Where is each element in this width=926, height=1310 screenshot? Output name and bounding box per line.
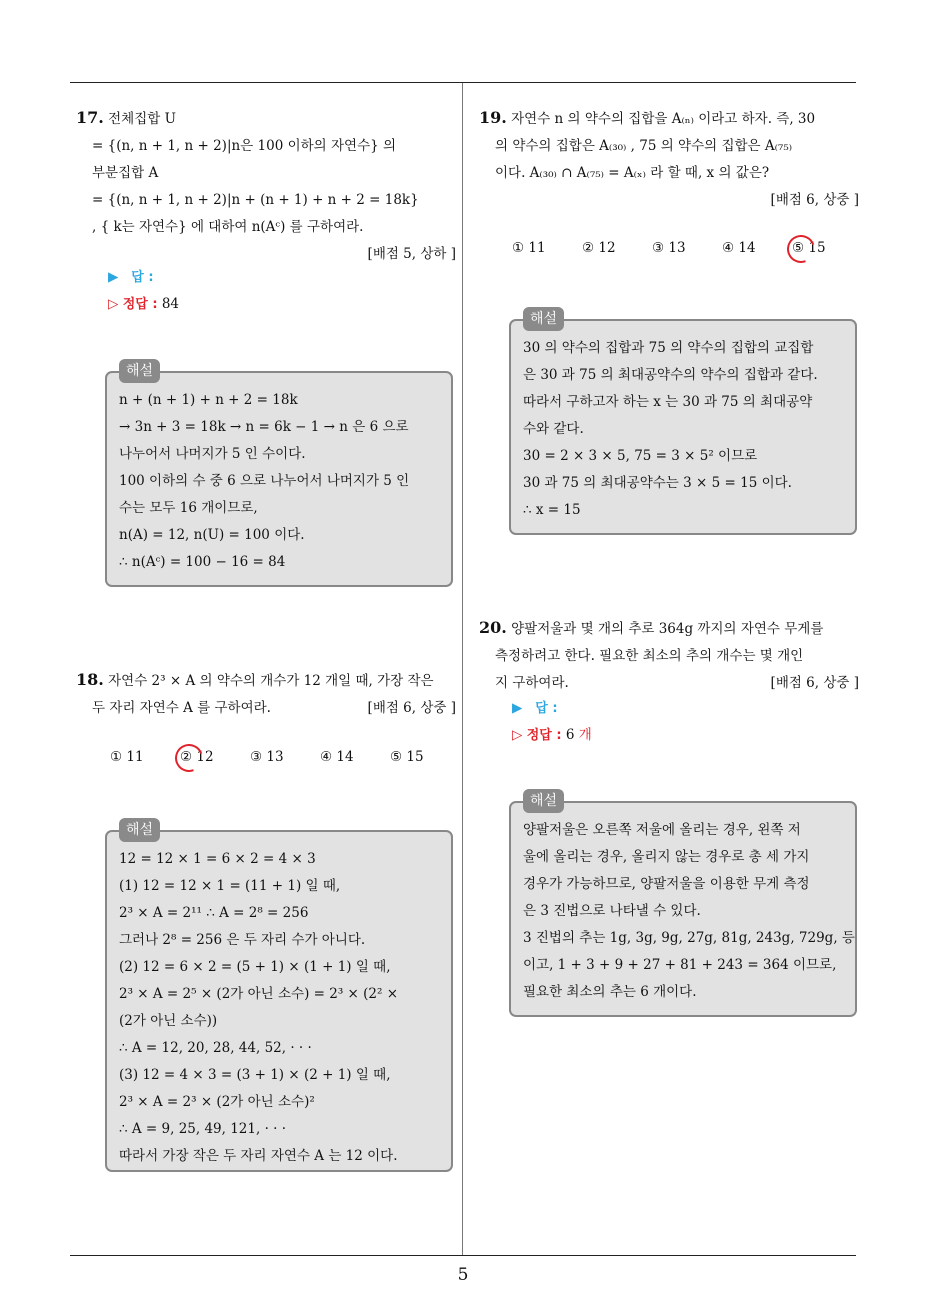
solution-tab: 해설 bbox=[119, 818, 160, 842]
score-meta: [배점 5, 상하 ] bbox=[367, 246, 456, 262]
answer-area-17 bbox=[108, 264, 179, 318]
solution-line: 따라서 가장 작은 두 자리 자연수 A 는 12 이다. bbox=[119, 1148, 398, 1164]
correct-answer-value: 6 bbox=[565, 727, 575, 743]
solution-tab: 해설 bbox=[523, 789, 564, 813]
play-icon: ▶ bbox=[512, 700, 523, 716]
choice-3[interactable]: ③ 13 bbox=[250, 749, 284, 765]
bottom-rule bbox=[70, 1255, 856, 1256]
solution-line: 양팔저울은 오른쪽 저울에 올리는 경우, 왼쪽 저 bbox=[523, 822, 801, 838]
question-line: 지 구하여라. bbox=[495, 675, 569, 691]
choice-3[interactable]: ③ 13 bbox=[652, 240, 686, 256]
question-line: = {(n, n + 1, n + 2)|n은 100 이하의 자연수} 의 bbox=[92, 138, 397, 154]
play-icon: ▶ bbox=[108, 269, 119, 285]
solution-tab: 해설 bbox=[119, 359, 160, 383]
choice-5[interactable] bbox=[792, 240, 862, 256]
solution-line: 2³ × A = 2³ × (2가 아닌 소수)² bbox=[119, 1094, 315, 1110]
choice-label: ⑤ 15 bbox=[792, 240, 826, 256]
triangle-outline-icon: ▷ bbox=[108, 296, 119, 312]
problem-number: 19. bbox=[479, 108, 507, 127]
question-line: , { k는 자연수} 에 대하여 n(Aᶜ) 를 구하여라. bbox=[92, 219, 364, 235]
solution-line: 이고, 1 + 3 + 9 + 27 + 81 + 243 = 364 이므로, bbox=[523, 957, 837, 973]
problem-20 bbox=[479, 614, 859, 697]
top-rule bbox=[70, 82, 856, 83]
question-line: 부분집합 A bbox=[92, 165, 159, 181]
problem-17 bbox=[76, 104, 456, 268]
problem-number: 20. bbox=[479, 618, 507, 637]
correct-answer-unit: 개 bbox=[578, 727, 592, 743]
choice-1[interactable]: ① 11 bbox=[110, 749, 144, 765]
solution-line: 30 의 약수의 집합과 75 의 약수의 집합의 교집합 bbox=[523, 340, 814, 356]
solution-line: 12 = 12 × 1 = 6 × 2 = 4 × 3 bbox=[119, 851, 316, 867]
solution-line: 30 과 75 의 최대공약수는 3 × 5 = 15 이다. bbox=[523, 475, 792, 491]
correct-answer-value: 84 bbox=[161, 296, 180, 312]
page-number: 5 bbox=[457, 1265, 469, 1285]
solution-line: (2가 아닌 소수)) bbox=[119, 1013, 218, 1029]
triangle-outline-icon: ▷ bbox=[512, 727, 523, 743]
problem-number: 18. bbox=[76, 670, 104, 689]
choice-4[interactable]: ④ 14 bbox=[722, 240, 756, 256]
score-meta: [배점 6, 상중 ] bbox=[770, 675, 859, 691]
question-line: 자연수 2³ × A 의 약수의 개수가 12 개일 때, 가장 작은 bbox=[108, 673, 434, 689]
solution-line: ∴ x = 15 bbox=[523, 502, 581, 518]
solution-line: 은 30 과 75 의 최대공약수의 약수의 집합과 같다. bbox=[523, 367, 818, 383]
problem-number: 17. bbox=[76, 108, 104, 127]
answer-label: 답 : bbox=[131, 270, 154, 285]
solution-line: ∴ A = 12, 20, 28, 44, 52, · · · bbox=[119, 1040, 312, 1056]
choice-2[interactable] bbox=[180, 749, 250, 765]
solution-line: 3 진법의 추는 1g, 3g, 9g, 27g, 81g, 243g, 729g, 등 bbox=[523, 930, 855, 946]
column-divider bbox=[462, 83, 463, 1255]
solution-line: (1) 12 = 12 × 1 = (11 + 1) 일 때, bbox=[119, 878, 341, 894]
solution-line: (2) 12 = 6 × 2 = (5 + 1) × (1 + 1) 일 때, bbox=[119, 959, 391, 975]
score-meta: [배점 6, 상중 ] bbox=[770, 192, 859, 208]
problem-18 bbox=[76, 666, 456, 722]
choice-2[interactable]: ② 12 bbox=[582, 240, 616, 256]
question-line: 측정하려고 한다. 필요한 최소의 추의 개수는 몇 개인 bbox=[495, 648, 804, 664]
solution-line: 필요한 최소의 추는 6 개이다. bbox=[523, 984, 697, 1000]
solution-line: 2³ × A = 2⁵ × (2가 아닌 소수) = 2³ × (2² × bbox=[119, 986, 399, 1002]
selected-circle-icon bbox=[782, 230, 819, 267]
solution-line: 100 이하의 수 중 6 으로 나누어서 나머지가 5 인 bbox=[119, 473, 410, 489]
solution-line: 경우가 가능하므로, 양팔저울을 이용한 무게 측정 bbox=[523, 876, 810, 892]
choices-19 bbox=[512, 240, 862, 256]
solution-tab: 해설 bbox=[523, 307, 564, 331]
solution-line: 그러나 2⁸ = 256 은 두 자리 수가 아니다. bbox=[119, 932, 366, 948]
choices-18 bbox=[110, 749, 460, 765]
choice-4[interactable]: ④ 14 bbox=[320, 749, 354, 765]
question-line: 두 자리 자연수 A 를 구하여라. bbox=[92, 700, 271, 716]
answer-label: 답 : bbox=[535, 701, 558, 716]
selected-circle-icon bbox=[170, 739, 207, 776]
question-line: = {(n, n + 1, n + 2)|n + (n + 1) + n + 2 = 18k} bbox=[92, 192, 419, 208]
problem-19 bbox=[479, 104, 859, 214]
solution-line: ∴ A = 9, 25, 49, 121, · · · bbox=[119, 1121, 287, 1137]
solution-line: 따라서 구하고자 하는 x 는 30 과 75 의 최대공약 bbox=[523, 394, 813, 410]
solution-line: n(A) = 12, n(U) = 100 이다. bbox=[119, 527, 305, 543]
correct-answer-label: 정답 : bbox=[526, 728, 562, 743]
answer-area-20 bbox=[512, 695, 592, 749]
question-line: 이다. A₍₃₀₎ ∩ A₍₇₅₎ = A₍ₓ₎ 라 할 때, x 의 값은? bbox=[495, 165, 770, 181]
solution-line: 수와 같다. bbox=[523, 421, 584, 437]
solution-box-17 bbox=[105, 363, 453, 587]
score-meta: [배점 6, 상중 ] bbox=[367, 700, 456, 716]
choice-5[interactable]: ⑤ 15 bbox=[390, 749, 424, 765]
solution-line: n + (n + 1) + n + 2 = 18k bbox=[119, 392, 298, 408]
solution-line: (3) 12 = 4 × 3 = (3 + 1) × (2 + 1) 일 때, bbox=[119, 1067, 391, 1083]
solution-line: → 3n + 3 = 18k → n = 6k − 1 → n 은 6 으로 bbox=[119, 419, 409, 435]
solution-box-19 bbox=[509, 311, 857, 535]
solution-line: 수는 모두 16 개이므로, bbox=[119, 500, 258, 516]
choice-1[interactable]: ① 11 bbox=[512, 240, 546, 256]
solution-box-18 bbox=[105, 822, 453, 1172]
question-line: 전체집합 U bbox=[108, 111, 176, 127]
question-line: 자연수 n 의 약수의 집합을 A₍ₙ₎ 이라고 하자. 즉, 30 bbox=[511, 111, 816, 127]
solution-box-20 bbox=[509, 793, 857, 1017]
correct-answer-label: 정답 : bbox=[122, 297, 158, 312]
solution-line: 나누어서 나머지가 5 인 수이다. bbox=[119, 446, 306, 462]
solution-line: 울에 올리는 경우, 올리지 않는 경우로 총 세 가지 bbox=[523, 849, 810, 865]
question-line: 양팔저울과 몇 개의 추로 364g 까지의 자연수 무게를 bbox=[511, 621, 824, 637]
solution-line: 30 = 2 × 3 × 5, 75 = 3 × 5² 이므로 bbox=[523, 448, 758, 464]
solution-line: 2³ × A = 2¹¹ ∴ A = 2⁸ = 256 bbox=[119, 905, 309, 921]
solution-line: 은 3 진법으로 나타낼 수 있다. bbox=[523, 903, 701, 919]
solution-line: ∴ n(Aᶜ) = 100 − 16 = 84 bbox=[119, 554, 286, 570]
choice-label: ② 12 bbox=[180, 749, 214, 765]
question-line: 의 약수의 집합은 A₍₃₀₎ , 75 의 약수의 집합은 A₍₇₅₎ bbox=[495, 138, 793, 154]
